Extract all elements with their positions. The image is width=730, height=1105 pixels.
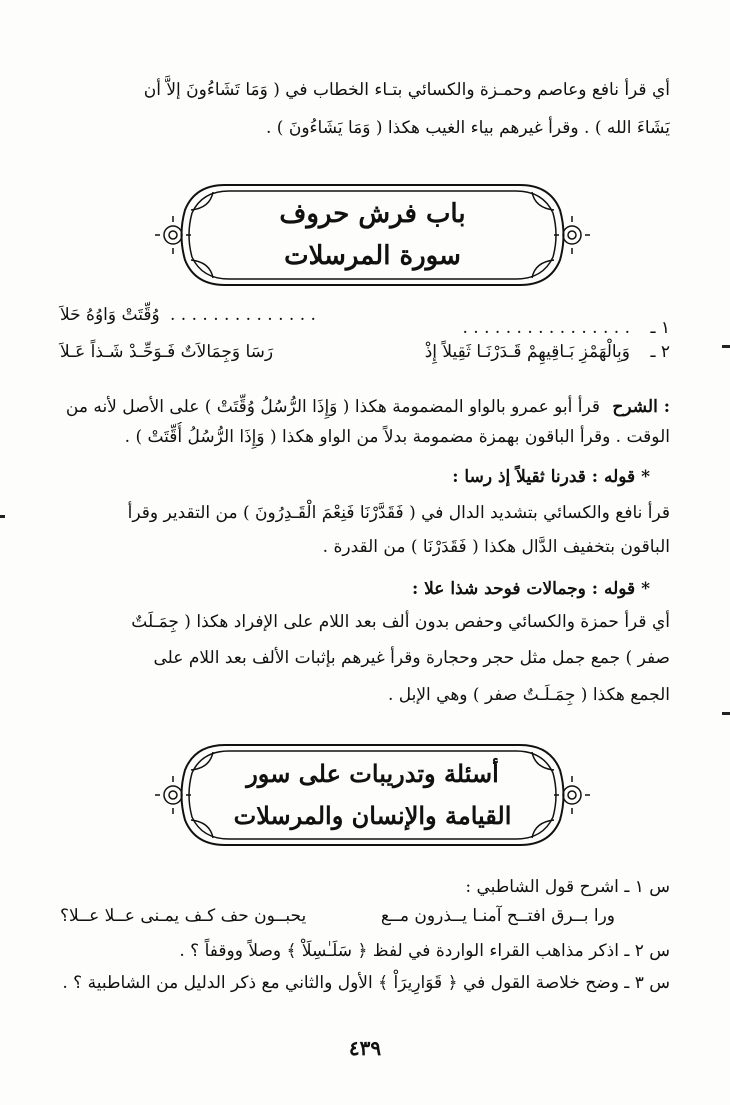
intro-line-2: يَشَاءَ الله ) . وقرأ غيرهم بياء الغيب هكذا ( وَمَا يَشَاءُونَ ) . [265,118,670,138]
frame-title-line-2: القيامة والإنسان والمرسلات [233,801,512,830]
question-2: س ٢ ـ اذكر مذاهب القراء الواردة في لفظ ﴿ سَلَـٰسِلَاْ ﴾ وصلاً ووقفاً ؟ . [179,941,670,961]
qawluh-2-line-1: أي قرأ حمزة والكسائي وحفص بدون ألف بعد اللام على الإفراد هكذا ( جِمَـلَتٌ [131,612,670,632]
margin-mark [722,712,730,715]
question-3: س ٣ ـ وضح خلاصة القول في ﴿ قَوَارِيرَاْ ﴾ الأول والثاني مع ذكر الدليل من الشاطبية ؟ . [62,973,670,993]
qawluh-2-heading: * قوله : وجمالات فوحد شذا علا : [411,579,650,599]
question-1: س ١ ـ اشرح قول الشاطبي : [465,877,670,897]
verse-2-second-half: رَسَا وَجِمَالاَتٌ فَـوَحِّـدْ شَـذاً عَـلاَ [60,342,274,362]
verse-1-dots-second: . . . . . . . . . . . . . . [170,305,316,325]
margin-mark [0,515,5,518]
frame-title-line-1: باب فرش حروف [279,199,466,229]
frame-title-line-2: سورة المرسلات [284,241,461,271]
verse-1-second-half: وُقِّتَتْ وَاوُهُ حَلاَ [60,305,160,325]
verse-2-number: ٢ ـ [650,342,670,362]
qawluh-1-line-1: قرأ نافع والكسائي بتشديد الدال في ( فَقَدَّرْنَا فَنِعْمَ الْقَـدِرُونَ ) من التقدير وقرأ [127,503,670,523]
poem-verse-2 [60,342,670,372]
verse-2-first-half: وَبِالْهَمْزِ بَـاقِيهِمْ قَـدَرْنَـا ثَقِيلاً إِذْ [424,342,630,362]
margin-mark [722,345,730,348]
frame-title-line-1: أسئلة وتدريبات على سور [246,759,499,788]
sharh-line-1: قرأ أبو عمرو بالواو المضمومة هكذا ( وَإِذَا الرُّسُلُ وُقِّتَتْ ) على الأصل لأنه من [65,397,600,417]
qawluh-1-line-2: الباقون بتخفيف الدَّال هكذا ( فَقَدَرْنَا ) من القدرة . [322,537,670,557]
verse-1-dots-first: . . . . . . . . . . . . . . . . [462,318,630,338]
verse-1-number: ١ ـ [650,318,670,338]
verse-second-half: يحبــون حف كـف يمـنى عــلا عــلا؟ [60,906,307,926]
qawluh-1-heading: * قوله : قدرنا ثقيلاً إذ رسا : [452,467,650,487]
questions-title-frame [155,740,590,850]
sharh-label: الشرح : [612,397,670,417]
qawluh-2-line-3: الجمع هكذا ( جِمَـلَـتٌ صفر ) وهي الإبل . [387,685,670,705]
question-1-verse [60,906,670,936]
qawluh-2-line-2: صفر ) جمع جمل مثل حجر وحجارة وقرأ غيرهم بإثبات الألف بعد اللام على [153,648,670,668]
section-title-frame [155,180,590,290]
intro-line-1: أي قرأ نافع وعاصم وحمـزة والكسائي بتـاء الخطاب في ( وَمَا تَشَاءُونَ إلاَّ أن [143,80,670,100]
sharh-line-2: الوقت . وقرأ الباقون بهمزة مضمومة بدلاً من الواو هكذا ( وَإِذَا الرُّسُلُ أُقِّتَتْ ) . [124,427,670,447]
verse-first-half: ورا بــرق افتــح آمنـا يــذرون مــع [380,906,615,926]
page-number: ٤٣٩ [348,1036,382,1060]
